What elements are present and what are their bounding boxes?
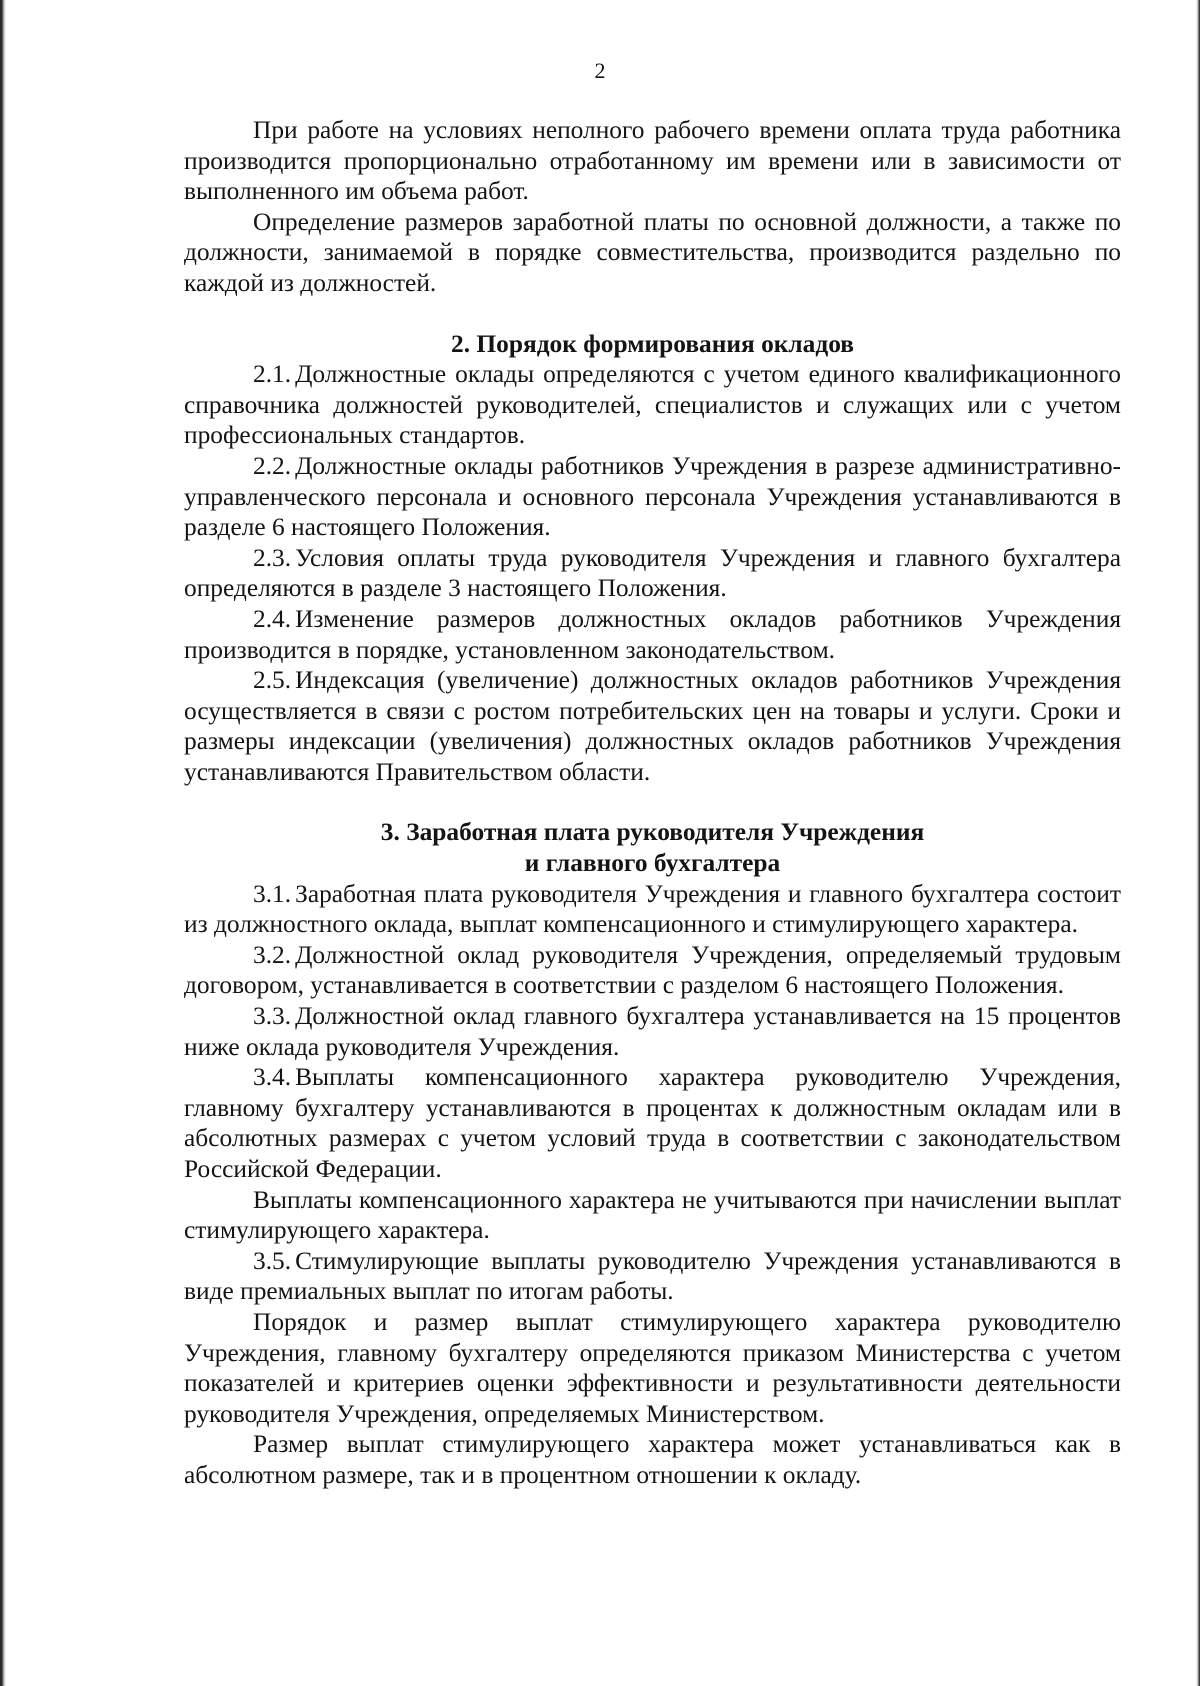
clause-text: Выплаты компенсационного характера не учитываются при начислении выплат стимулирующего характера. <box>184 1185 1121 1245</box>
clause-number: 2.4. <box>253 604 292 633</box>
clause-text: Должностной оклад главного бухгалтера устанавливается на 15 процентов ниже оклада руководителя Учреждения. <box>184 1002 1121 1061</box>
clause-number: 2.1. <box>253 360 292 389</box>
clause-number: 2.5. <box>253 666 292 695</box>
clause-3-5 <box>184 1246 1121 1307</box>
clause-number: 3.3. <box>253 1002 292 1031</box>
section-3-heading-line-2: и главного бухгалтера <box>524 849 781 878</box>
section-spacer <box>184 299 1121 329</box>
clause-text: Должностные оклады работников Учреждения в разрезе административно-управленческого персонала и основного персонала Учреждения устанавливаются в разделе 6 настоящего Положения. <box>184 451 1121 542</box>
section-3-heading-line-1: 3. Заработная плата руководителя Учреждения <box>380 818 925 847</box>
clause-text: Заработная плата руководителя Учреждения и главного бухгалтера состоит из должностного оклада, выплат компенсационного и стимулирующего характера. <box>184 879 1121 939</box>
clause-2-5 <box>184 665 1121 787</box>
section-3-heading <box>184 817 1121 878</box>
clause-number: 3.5. <box>253 1246 292 1275</box>
paragraph-intro-1: При работе на условиях неполного рабочего времени оплата труда работника производится пропорционально отработанному им времени или в зависимости от выполненного им объема работ. <box>184 116 1121 206</box>
clause-number: 3.2. <box>253 940 292 969</box>
clause-text: Выплаты компенсационного характера руководителю Учреждения, главному бухгалтеру устанавливаются в процентах к должностным окладам или в абсолютных размерах с учетом условий труда в соответствии с законодательством Российской Федерации. <box>184 1063 1121 1183</box>
clause-text: Порядок и размер выплат стимулирующего характера руководителю Учреждения, главному бухгалтеру определяются приказом Министерства с учетом показателей и критериев оценки эффективности и результативности деятельности руководителя Учреждения, определяемых Министерством. <box>184 1307 1121 1428</box>
clause-3-1 <box>184 879 1121 940</box>
clause-number: 3.1. <box>253 879 292 908</box>
document-body <box>184 115 1121 1491</box>
clause-3-4-continued <box>184 1185 1121 1246</box>
clause-text: Условия оплаты труда руководителя Учреждения и главного бухгалтера определяются в разделе 3 настоящего Положения. <box>184 543 1121 603</box>
clause-3-3 <box>184 1001 1121 1062</box>
clause-3-2 <box>184 940 1121 1001</box>
section-spacer <box>184 787 1121 817</box>
page-number: 2 <box>594 58 606 83</box>
clause-number: 2.3. <box>253 543 292 572</box>
clause-3-4 <box>184 1062 1121 1184</box>
clause-text: Должностной оклад руководителя Учреждения, определяемый трудовым договором, устанавливается в соответствии с разделом 6 настоящего Положения. <box>184 940 1121 1000</box>
section-2-heading: 2. Порядок формирования окладов <box>451 329 854 358</box>
scan-edge-left <box>0 0 6 1686</box>
clause-text: Стимулирующие выплаты руководителю Учреждения устанавливаются в виде премиальных выплат по итогам работы. <box>184 1246 1121 1306</box>
clause-3-5-continued-2 <box>184 1429 1121 1490</box>
clause-2-3 <box>184 543 1121 604</box>
clause-number: 3.4. <box>253 1063 292 1092</box>
clause-number: 2.2. <box>253 451 292 480</box>
clause-text: Изменение размеров должностных окладов работников Учреждения производится в порядке, установленном законодательством. <box>184 604 1121 664</box>
clause-2-2 <box>184 451 1121 543</box>
clause-2-1 <box>184 359 1121 451</box>
clause-text: Индексация (увеличение) должностных окладов работников Учреждения осуществляется в связи с ростом потребительских цен на товары и услуги. Сроки и размеры индексации (увеличения) должностных окладов работников Учреждения устанавливаются Правительством области. <box>184 666 1121 786</box>
clause-text: Должностные оклады определяются с учетом единого квалификационного справочника должностей руководителей, специалистов и служащих или с учетом профессиональных стандартов. <box>184 360 1121 450</box>
clause-text: Размер выплат стимулирующего характера может устанавливаться как в абсолютном размере, так и в процентном отношении к окладу. <box>184 1430 1121 1489</box>
paragraph-intro-2: Определение размеров заработной платы по основной должности, а также по должности, занимаемой в порядке совместительства, производится раздельно по каждой из должностей. <box>184 207 1121 297</box>
clause-2-4 <box>184 604 1121 665</box>
scan-edge-right <box>1196 0 1200 1686</box>
clause-3-5-continued-1 <box>184 1307 1121 1429</box>
